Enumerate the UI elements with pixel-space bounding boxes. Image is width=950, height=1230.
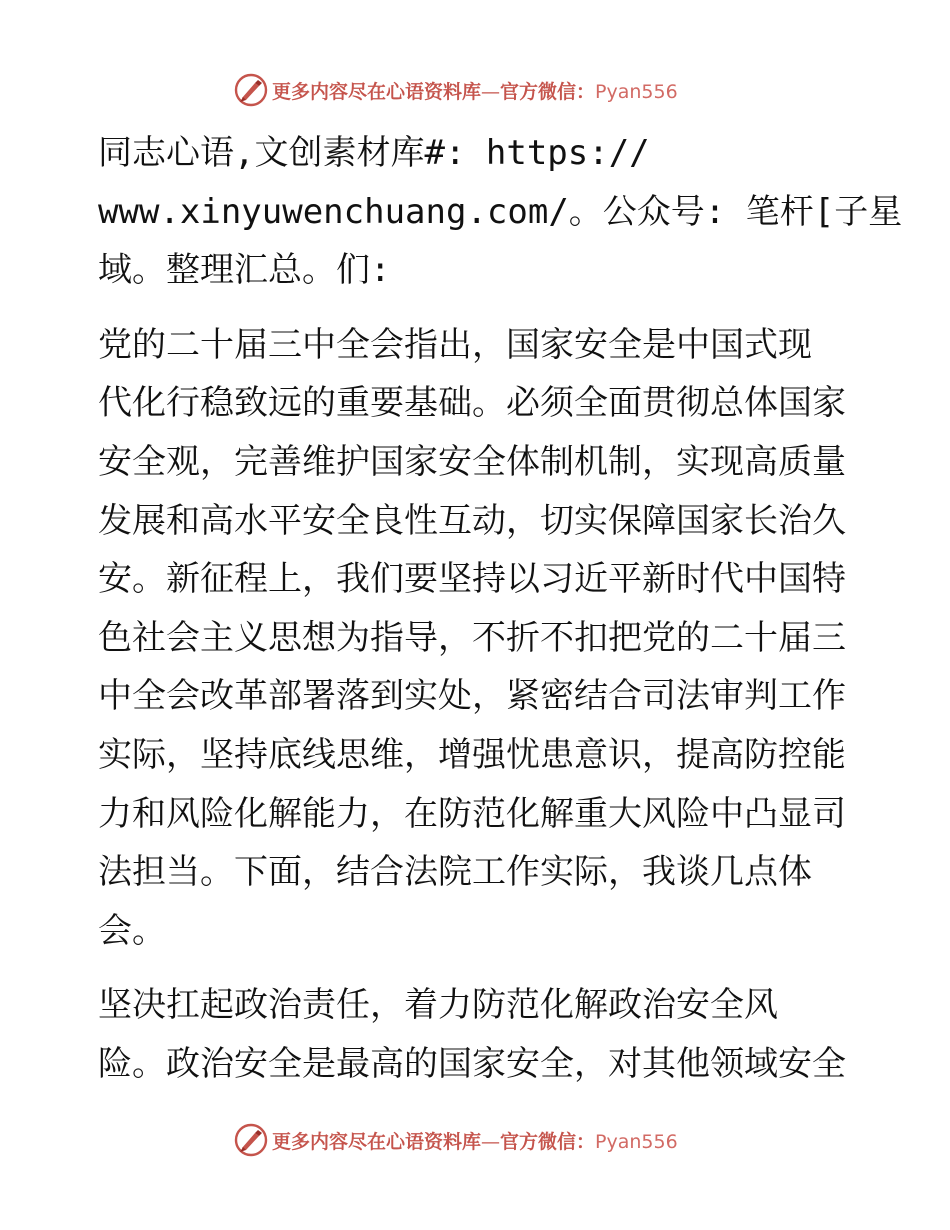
- pen-logo-icon: [234, 1123, 268, 1157]
- watermark-title: 更多内容尽在心语资料库: [272, 1130, 482, 1153]
- paragraph-line: 险。政治安全是最高的国家安全，对其他领域安全: [98, 1043, 846, 1084]
- watermark-text: [272, 1127, 678, 1154]
- intro-line: 域。整理汇总。们:: [98, 250, 391, 291]
- paragraph-line: 力和风险化解能力，在防范化解重大风险中凸显司: [98, 793, 846, 834]
- intro-line: 同志心语,文创素材库#: https://: [98, 133, 650, 173]
- paragraph-1: [98, 316, 858, 961]
- paragraph-line: 坚决扛起政治责任，着力防范化解政治安全风: [98, 985, 778, 1026]
- document-body: [98, 124, 903, 1094]
- paragraph-line: 法担当。下面，结合法院工作实际，我谈几点体: [98, 852, 812, 893]
- paragraph-line: 发展和高水平安全良性互动，切实保障国家长治久: [98, 500, 846, 541]
- paragraph-line: 安。新征程上，我们要坚持以习近平新时代中国特: [98, 559, 846, 600]
- watermark-wechat-id: Pyan556: [595, 1130, 678, 1153]
- watermark-title: 更多内容尽在心语资料库: [272, 80, 482, 103]
- watermark-text: [272, 77, 678, 104]
- paragraph-line: 党的二十届三中全会指出，国家安全是中国式现: [98, 324, 812, 365]
- paragraph-line: 安全观，完善维护国家安全体制机制，实现高质量: [98, 441, 846, 482]
- intro-line: www.xinyuwenchuang.com/。公众号: 笔杆[子星: [98, 191, 903, 232]
- footer-watermark: [234, 1122, 678, 1158]
- watermark-wechat-label: 官方微信：: [500, 1130, 596, 1153]
- watermark-wechat-label: 官方微信：: [500, 80, 596, 103]
- paragraph-line: 会。: [98, 910, 166, 951]
- watermark-dash: —: [481, 80, 501, 103]
- watermark-wechat-id: Pyan556: [595, 80, 678, 103]
- header-watermark: [234, 72, 678, 108]
- intro-block: [98, 124, 903, 300]
- paragraph-2: [98, 976, 858, 1093]
- paragraph-line: 实际，坚持底线思维，增强忧患意识，提高防控能: [98, 734, 846, 775]
- paragraph-line: 代化行稳致远的重要基础。必须全面贯彻总体国家: [98, 383, 846, 424]
- paragraph-line: 中全会改革部署落到实处，紧密结合司法审判工作: [98, 676, 846, 717]
- watermark-dash: —: [481, 1130, 501, 1153]
- pen-logo-icon: [234, 73, 268, 107]
- paragraph-line: 色社会主义思想为指导，不折不扣把党的二十届三: [98, 617, 846, 658]
